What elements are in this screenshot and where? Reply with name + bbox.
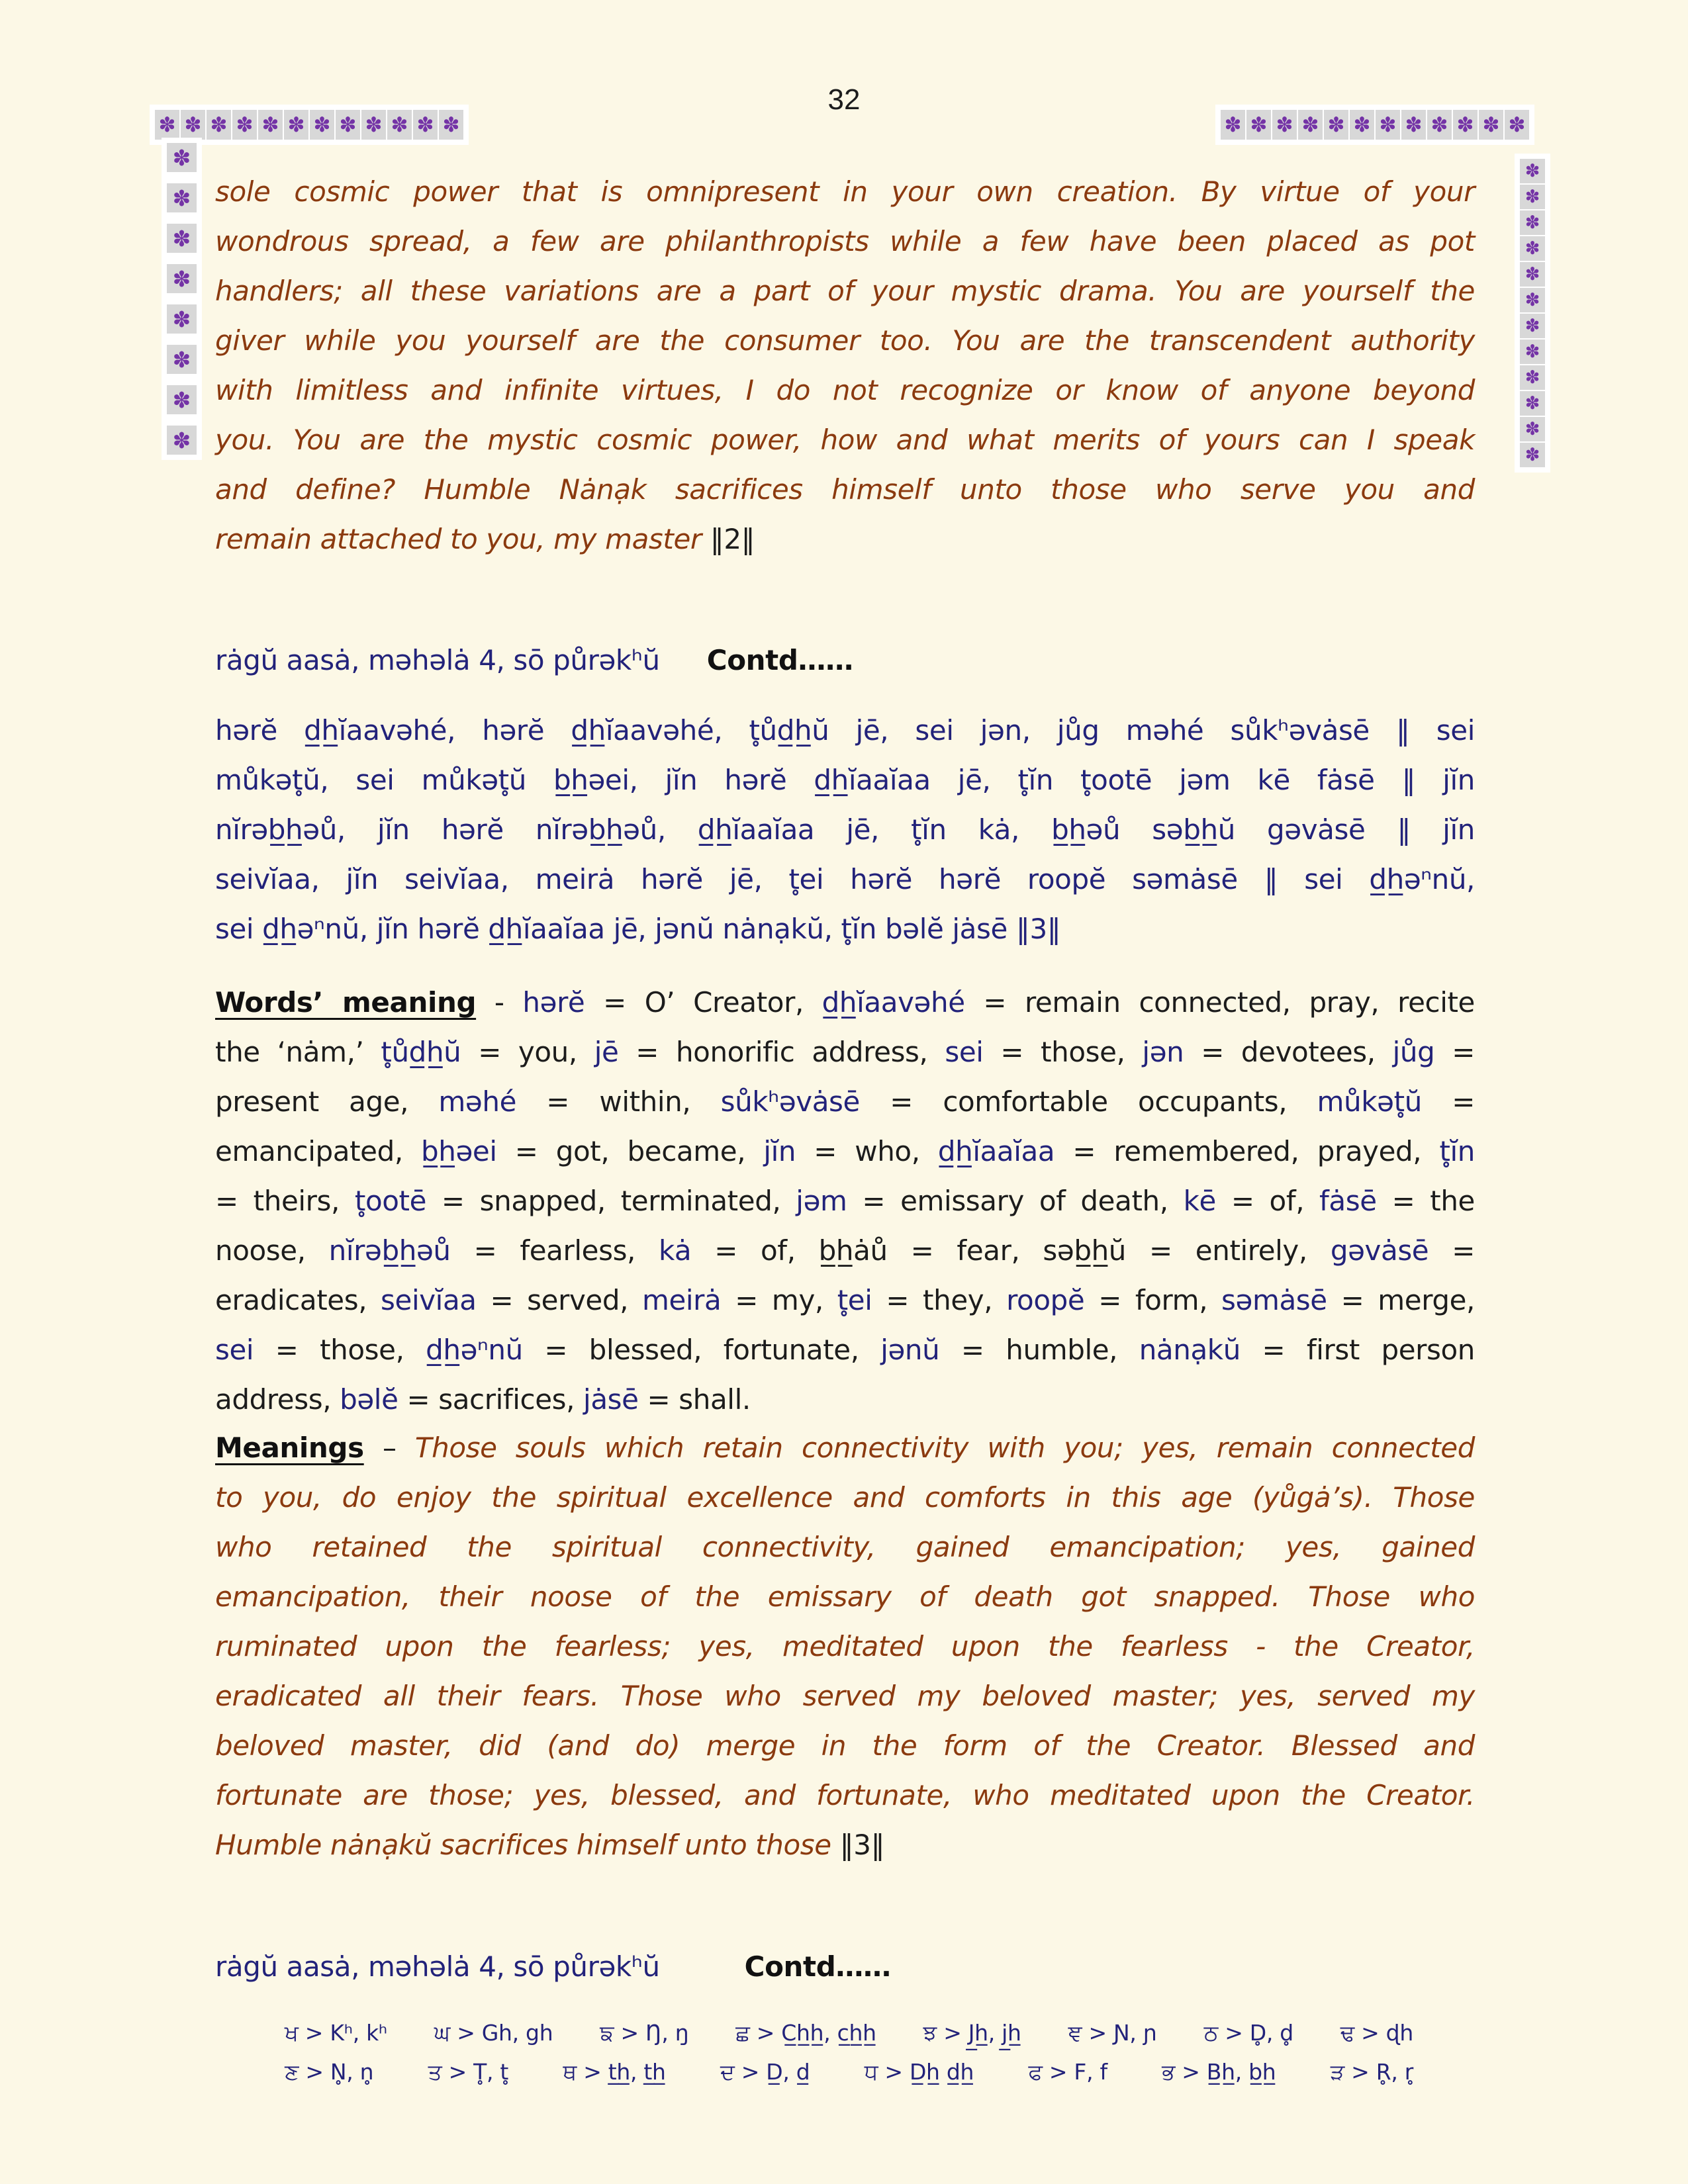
flower-ornament-icon: ✽	[155, 110, 179, 140]
flower-ornament-icon: ✽	[167, 304, 197, 334]
flower-ornament-icon: ✽	[167, 224, 197, 253]
phonetic-mapping: ਙ > Ŋ, ŋ	[600, 2020, 689, 2046]
text-line: and define? Humble Nȧnạk sacrifices himself unto those who serve you and	[215, 473, 1475, 506]
text-line: nĭrəb̲h̲əů, jĭn hərĕ nĭrəb̲h̲əů, d̲h̲ĭaaĭaa jē, t̥ĭn kȧ, b̲h̲əů səb̲h̲ŭ gəvȧsē ‖ jĭn	[215, 813, 1475, 846]
shabad-header-line	[215, 635, 1475, 685]
flower-ornament-icon: ✽	[167, 345, 197, 374]
text-line: noose, nĭrəb̲h̲əů = fearless, kȧ = of, b̲h̲ȧů = fear, səb̲h̲ŭ = entirely, gəvȧsē =	[215, 1234, 1476, 1267]
flower-ornament-icon: ✽	[336, 110, 360, 140]
text-line: you. You are the mystic cosmic power, how and what merits of yours can I speak	[215, 424, 1475, 456]
text-line: seivĭaa, jĭn seivĭaa, meirȧ hərĕ jē, t̥ei hərĕ hərĕ roopĕ səmȧsē ‖ sei d̲h̲əⁿnŭ,	[215, 863, 1475, 895]
words-meaning-paragraph	[215, 978, 1475, 1424]
flower-ornament-icon: ✽	[1520, 391, 1545, 416]
phonetic-mapping: ਫ > F, f	[1028, 2059, 1107, 2085]
flower-ornament-icon: ✽	[1520, 417, 1545, 441]
phonetic-mapping: ਠ > D̥, d̥	[1203, 2020, 1293, 2046]
phonetic-mapping: ਖ > Kʰ, kʰ	[285, 2020, 387, 2046]
phonetic-mapping: ਞ > Ɲ, ɲ	[1068, 2020, 1157, 2046]
text-line: = theirs, t̥ootē = snapped, terminated, jəm = emissary of death, kē = of, fȧsē = the	[215, 1185, 1475, 1217]
phonetic-mapping: ਣ > N̥, n̥	[285, 2059, 374, 2085]
text-line: giver while you yourself are the consumer too. You are the transcendent authority	[215, 324, 1475, 357]
text-line: address, bəlĕ = sacrifices, jȧsē = shall.	[215, 1383, 751, 1416]
flower-ornament-icon: ✽	[310, 110, 334, 140]
text-line: beloved master, did (and do) merge in the form of the Creator. Blessed and	[215, 1729, 1475, 1762]
translation-paragraph-pauri-2	[215, 167, 1475, 564]
flower-ornament-icon: ✽	[1520, 314, 1545, 338]
text-line: Humble nȧnạkŭ sacrifices himself unto those ‖3‖	[215, 1829, 885, 1861]
flower-ornament-icon: ✽	[1520, 159, 1545, 183]
text-line: with limitless and infinite virtues, I do not recognize or know of anyone beyond	[215, 374, 1475, 406]
flower-ornament-icon: ✽	[1221, 110, 1245, 140]
flower-ornament-icon: ✽	[387, 110, 412, 140]
phonetic-key-table	[285, 2013, 1413, 2091]
next-shabad-header-line	[215, 1942, 1475, 1991]
text-line: to you, do enjoy the spiritual excellence and comforts in this age (yůgȧ’s). Those	[215, 1481, 1475, 1514]
flower-ornament-icon: ✽	[207, 110, 231, 140]
flower-ornament-icon: ✽	[1520, 262, 1545, 287]
phonetic-mapping: ਦ > D̲, d̲	[720, 2059, 810, 2085]
ornament-border-top-right	[1215, 105, 1534, 145]
phonetic-key-row-2	[285, 2052, 1413, 2091]
flower-ornament-icon: ✽	[1298, 110, 1323, 140]
phonetic-mapping: ਤ > T̥, t̥	[428, 2059, 509, 2085]
transliteration-paragraph-pauri-3	[215, 705, 1475, 954]
text-line: present age, məhé = within, sůkʰəvȧsē = comfortable occupants, můkət̥ŭ =	[215, 1085, 1475, 1118]
text-line: emancipation, their noose of the emissary of death got snapped. Those who	[215, 1580, 1475, 1613]
flower-ornament-icon: ✽	[181, 110, 205, 140]
page-number: 32	[827, 83, 861, 116]
text-line: můkət̥ŭ, sei můkət̥ŭ b̲h̲əei, jĭn hərĕ d̲h̲ĭaaĭaa jē, t̥ĭn t̥ootē jəm kē fȧsē ‖ jĭn	[215, 764, 1475, 796]
flower-ornament-icon: ✽	[439, 110, 463, 140]
flower-ornament-icon: ✽	[1401, 110, 1426, 140]
text-line: sei = those, d̲h̲əⁿnŭ = blessed, fortunate, jənŭ = humble, nȧnạkŭ = first person	[215, 1334, 1476, 1366]
text-line: remain attached to you, my master ‖2‖	[215, 523, 755, 555]
flower-ornament-icon: ✽	[167, 426, 197, 455]
flower-ornament-icon: ✽	[1520, 210, 1545, 235]
flower-ornament-icon: ✽	[284, 110, 308, 140]
phonetic-mapping: ਭ > B̲h̲, b̲h̲	[1162, 2059, 1276, 2085]
flower-ornament-icon: ✽	[1520, 443, 1545, 467]
phonetic-mapping: ੜ > R̥, r̥	[1330, 2059, 1413, 2085]
flower-ornament-icon: ✽	[1479, 110, 1503, 140]
flower-ornament-icon: ✽	[1505, 110, 1529, 140]
flower-ornament-icon: ✽	[1324, 110, 1348, 140]
phonetic-key-row-1	[285, 2013, 1413, 2052]
flower-ornament-icon: ✽	[1520, 340, 1545, 364]
flower-ornament-icon: ✽	[1520, 365, 1545, 390]
phonetic-mapping: ਥ > t̲h̲, t̲h̲	[563, 2059, 666, 2085]
flower-ornament-icon: ✽	[1350, 110, 1374, 140]
text-line: wondrous spread, a few are philanthropists while a few have been placed as pot	[215, 225, 1475, 257]
flower-ornament-icon: ✽	[1376, 110, 1400, 140]
flower-ornament-icon: ✽	[1520, 288, 1545, 312]
flower-ornament-icon: ✽	[1427, 110, 1452, 140]
phonetic-mapping: ਢ > ɖh	[1340, 2020, 1413, 2046]
phonetic-mapping: ਘ > Gh, gh	[434, 2020, 553, 2046]
flower-ornament-icon: ✽	[167, 264, 197, 293]
flower-ornament-icon: ✽	[1520, 185, 1545, 209]
text-line: the ‘nȧm,’ t̥ůd̲h̲ŭ = you, jē = honorific address, sei = those, jən = devotees, jůg =	[215, 1036, 1476, 1068]
text-line: fortunate are those; yes, blessed, and fortunate, who meditated upon the Creator.	[215, 1779, 1475, 1811]
text-line: ruminated upon the fearless; yes, meditated upon the fearless - the Creator,	[215, 1630, 1475, 1662]
flower-ornament-icon: ✽	[1453, 110, 1477, 140]
text-line: rȧgŭ aasȧ, məhəlȧ 4, sō půrəkʰŭ Contd……	[215, 1950, 891, 1983]
text-line: Words’ meaning - hərĕ = O’ Creator, d̲h̲ĭaavəhé = remain connected, pray, recite	[215, 986, 1475, 1019]
flower-ornament-icon: ✽	[1520, 236, 1545, 261]
flower-ornament-icon: ✽	[167, 143, 197, 172]
text-line: hərĕ d̲h̲ĭaavəhé, hərĕ d̲h̲ĭaavəhé, t̥ůd̲h̲ŭ jē, sei jən, jůg məhé sůkʰəvȧsē ‖ sei	[215, 714, 1475, 747]
text-line: sei d̲h̲əⁿnŭ, jĭn hərĕ d̲h̲ĭaaĭaa jē, jənŭ nȧnạkŭ, t̥ĭn bəlĕ jȧsē ‖3‖	[215, 913, 1061, 945]
flower-ornament-icon: ✽	[167, 183, 197, 212]
phonetic-mapping: ਝ > J̲h̲, j̲h̲	[923, 2020, 1021, 2046]
text-line: handlers; all these variations are a part of your mystic drama. You are yourself the	[215, 275, 1475, 307]
text-line: rȧgŭ aasȧ, məhəlȧ 4, sō půrəkʰŭ Contd……	[215, 644, 853, 676]
ornament-border-right	[1515, 154, 1550, 473]
phonetic-mapping: ਛ > C̲h̲h̲, c̲h̲h̲	[735, 2020, 876, 2046]
text-line: sole cosmic power that is omnipresent in your own creation. By virtue of your	[215, 175, 1475, 208]
text-line: eradicated all their fears. Those who served my beloved master; yes, served my	[215, 1680, 1475, 1712]
flower-ornament-icon: ✽	[258, 110, 283, 140]
flower-ornament-icon: ✽	[1246, 110, 1271, 140]
flower-ornament-icon: ✽	[232, 110, 257, 140]
text-line: who retained the spiritual connectivity, gained emancipation; yes, gained	[215, 1531, 1475, 1563]
flower-ornament-icon: ✽	[361, 110, 386, 140]
flower-ornament-icon: ✽	[1272, 110, 1297, 140]
text-line: eradicates, seivĭaa = served, meirȧ = my, t̥ei = they, roopĕ = form, səmȧsē = merge,	[215, 1284, 1476, 1316]
flower-ornament-icon: ✽	[413, 110, 438, 140]
phonetic-mapping: ਧ > D̲h̲ d̲h̲	[864, 2059, 974, 2085]
text-line: emancipated, b̲h̲əei = got, became, jĭn = who, d̲h̲ĭaaĭaa = remembered, prayed, t̥ĭn	[215, 1135, 1475, 1167]
text-line: Meanings – Those souls which retain connectivity with you; yes, remain connected	[215, 1432, 1475, 1464]
flower-ornament-icon: ✽	[167, 385, 197, 414]
meanings-paragraph	[215, 1423, 1475, 1870]
ornament-border-left	[162, 138, 202, 460]
